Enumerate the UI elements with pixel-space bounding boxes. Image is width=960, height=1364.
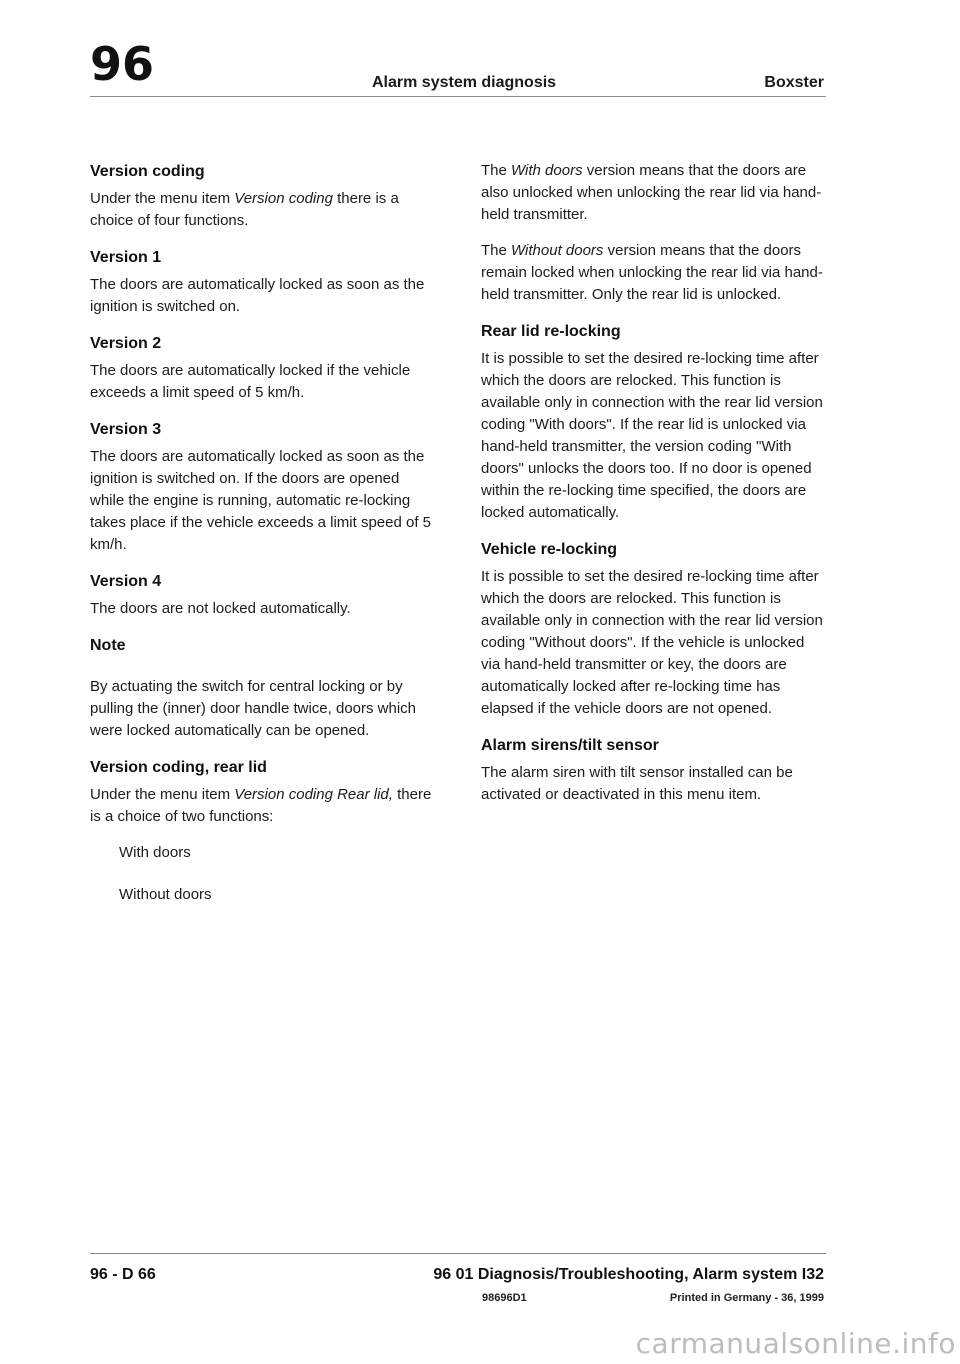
site-watermark: carmanualsonline.info	[635, 1327, 956, 1360]
footer-section-title: 96 01 Diagnosis/Troubleshooting, Alarm system I32	[433, 1266, 824, 1283]
heading-alarm-sirens: Alarm sirens/tilt sensor	[481, 737, 659, 754]
heading-version-2: Version 2	[90, 335, 162, 352]
paragraph-with-doors: The With doors version means that the doors are also unlocked when unlocking the rear lid via hand-held transmitter.	[481, 162, 822, 223]
page-number: 96 - D 66	[90, 1266, 156, 1283]
printed-info: Printed in Germany - 36, 1999	[669, 1292, 824, 1304]
section-number: 96	[90, 37, 155, 91]
paragraph-without-doors: The Without doors version means that the doors remain locked when unlocking the rear lid via hand-held transmitter. Only the rear lid is unlocked.	[481, 242, 823, 303]
paragraph-vehicle-relocking: It is possible to set the desired re-locking time after which the doors are relocked. This function is available only in connection with the rear lid version coding "Without doors". If the vehicle is unlocked via hand-held transmitter or key, the doors are automatically locked after re-locking time has elapsed if the vehicle doors are not opened.	[481, 568, 823, 717]
page-title: Alarm system diagnosis	[372, 74, 557, 91]
vehicle-model: Boxster	[764, 74, 824, 91]
heading-version-coding-rear-lid: Version coding, rear lid	[90, 759, 267, 776]
right-column	[481, 160, 826, 820]
option-with-doors: With doors	[119, 844, 191, 861]
paragraph-version-2: The doors are automatically locked if the vehicle exceeds a limit speed of 5 km/h.	[90, 362, 411, 401]
heading-version-1: Version 1	[90, 249, 162, 266]
left-column	[90, 160, 432, 926]
footer-divider	[90, 1253, 826, 1254]
heading-vehicle-relocking: Vehicle re-locking	[481, 541, 618, 558]
header-divider	[90, 96, 826, 97]
paragraph-version-4: The doors are not locked automatically.	[90, 600, 351, 617]
paragraph-version-3: The doors are automatically locked as soon as the ignition is switched on. If the doors are opened while the engine is running, automatic re-locking takes place if the vehicle exceeds a limit speed of 5 km/h.	[90, 448, 432, 553]
heading-rear-lid-relocking: Rear lid re-locking	[481, 323, 621, 340]
paragraph-alarm-sirens: The alarm siren with tilt sensor installed can be activated or deactivated in this menu item.	[481, 764, 793, 803]
option-without-doors: Without doors	[119, 886, 212, 903]
heading-version-coding: Version coding	[90, 163, 205, 180]
document-code: 98696D1	[482, 1292, 527, 1304]
paragraph-version-coding-rear-lid: Under the menu item Version coding Rear lid, there is a choice of two functions:	[90, 786, 432, 825]
paragraph-version-1: The doors are automatically locked as soon as the ignition is switched on.	[90, 276, 425, 315]
heading-version-4: Version 4	[90, 573, 162, 590]
paragraph-note: By actuating the switch for central locking or by pulling the (inner) door handle twice, doors which were locked automatically can be opened.	[90, 678, 417, 739]
heading-version-3: Version 3	[90, 421, 162, 438]
paragraph-rear-lid-relocking: It is possible to set the desired re-locking time after which the doors are relocked. This function is available only in connection with the rear lid version coding "With doors". If the rear lid is unlocked via hand-held transmitter, the version coding "With doors" unlocks the doors too. If no door is opened within the re-locking time specified, the doors are locked automatically.	[481, 350, 823, 521]
paragraph-version-coding: Under the menu item Version coding there is a choice of four functions.	[90, 190, 399, 229]
heading-note: Note	[90, 637, 126, 654]
